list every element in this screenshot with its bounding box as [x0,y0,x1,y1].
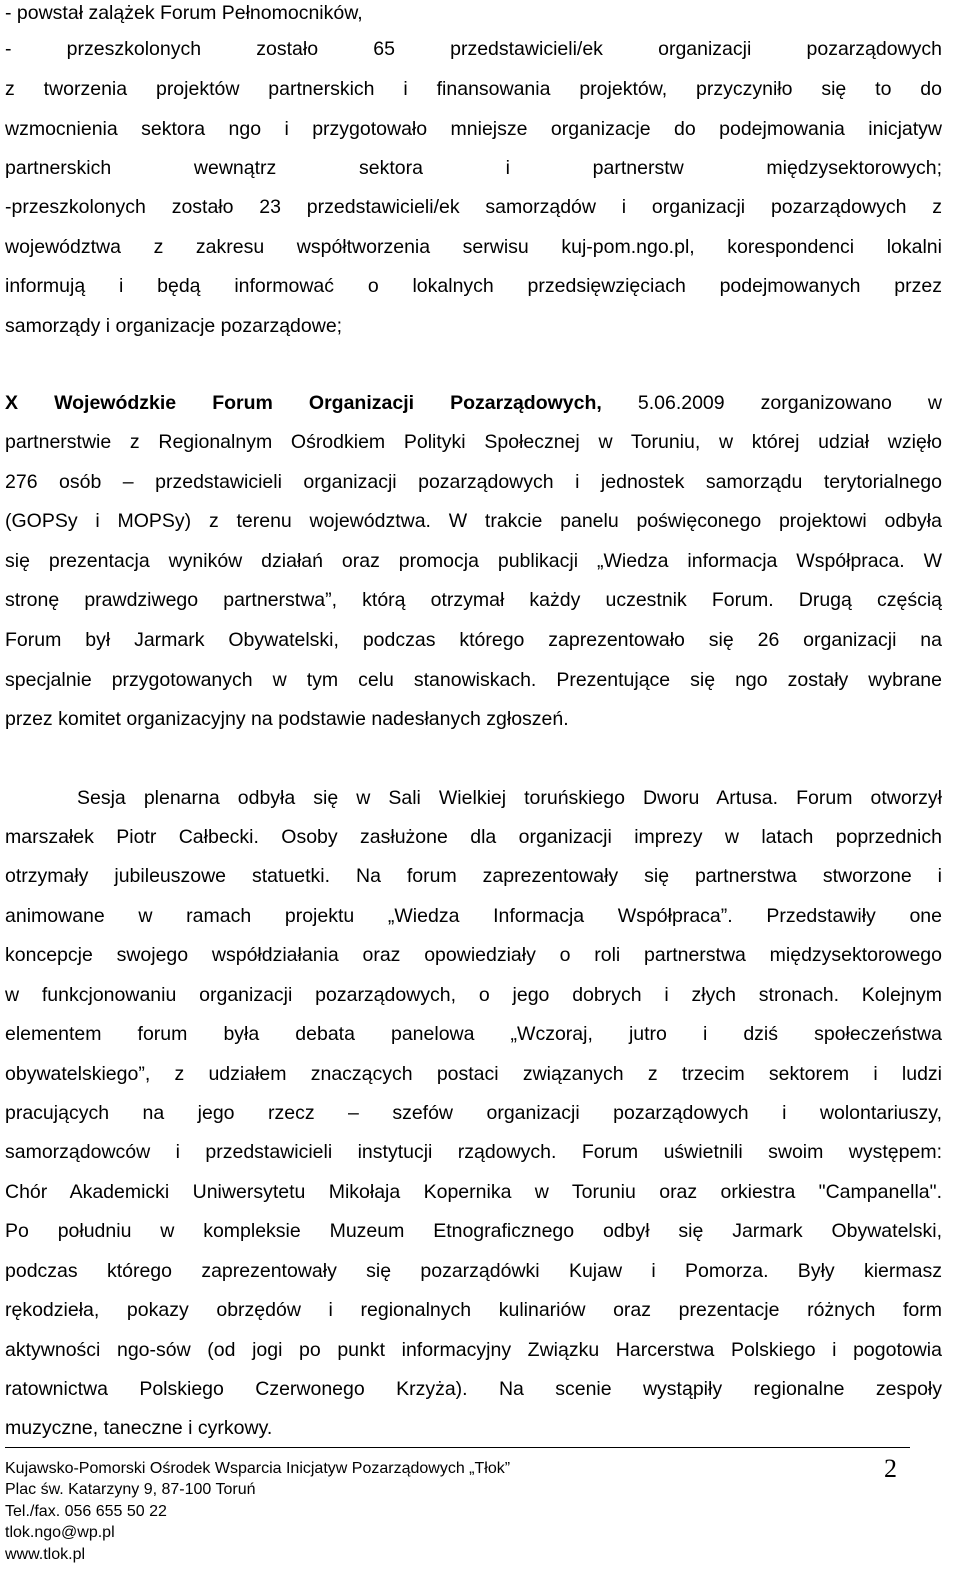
forum-line: stronę prawdziwego partnerstwa”, którą otrzymał każdy uczestnik Forum. Drugą częścią [5,589,942,611]
session-line: otrzymały jubileuszowe statuetki. Na forum zaprezentowały się partnerstwa stworzone i [5,865,942,887]
session-line: Chór Akademicki Uniwersytetu Mikołaja Kopernika w Toruniu oraz orkiestra "Campanella". [5,1181,942,1203]
footer-email: tlok.ngo@wp.pl [5,1524,115,1541]
session-line: animowane w ramach projektu „Wiedza Informacja Współpraca”. Przedstawiły one [5,905,942,927]
footer-organization: Kujawsko-Pomorski Ośrodek Wsparcia Inicjatyw Pozarządowych „Tłok” [5,1460,511,1477]
session-line: elementem forum była debata panelowa „Wczoraj, jutro i dziś społeczeństwa [5,1023,942,1045]
footer-divider [5,1447,910,1448]
list-line: wzmocnienia sektora ngo i przygotowało mniejsze organizacje do podejmowania inicjatyw [5,118,942,140]
forum-intro-rest: 5.06.2009 zorganizowano w [601,392,942,414]
session-line: samorządowców i przedstawicieli instytucji rządowych. Forum uświetnili swoim występem: [5,1141,942,1163]
forum-line: Forum był Jarmark Obywatelski, podczas którego zaprezentowało się 26 organizacji na [5,629,942,651]
list-line: -przeszkolonych zostało 23 przedstawicieli/ek samorządów i organizacji pozarządowych z [5,196,942,218]
session-line: muzyczne, taneczne i cyrkowy. [5,1417,273,1439]
list-line: województwa z zakresu współtworzenia serwisu kuj-pom.ngo.pl, korespondenci lokalni [5,236,942,258]
session-line: Sesja plenarna odbyła się w Sali Wielkiej toruńskiego Dworu Artusa. Forum otworzył [77,787,942,809]
forum-line: partnerstwie z Regionalnym Ośrodkiem Polityki Społecznej w Toruniu, w której udział wzięło [5,431,942,453]
list-line: z tworzenia projektów partnerskich i finansowania projektów, przyczyniło się to do [5,78,942,100]
forum-line: 276 osób – przedstawicieli organizacji pozarządowych i jednostek samorządu terytorialnego [5,471,942,493]
session-line: obywatelskiego”, z udziałem znaczących postaci związanych z trzecim sektorem i ludzi [5,1063,942,1085]
forum-heading: X Wojewódzkie Forum Organizacji Pozarządowych, [5,392,602,414]
list-line: informują i będą informować o lokalnych przedsięwzięciach podejmowanych przez [5,275,942,297]
page-number: 2 [884,1454,897,1483]
forum-line: specjalnie przygotowanych w tym celu stanowiskach. Prezentujące się ngo zostały wybrane [5,669,942,691]
session-line: aktywności ngo-sów (od jogi po punkt informacyjny Związku Harcerstwa Polskiego i pogotowia [5,1339,942,1361]
session-line: koncepcje swojego współdziałania oraz opowiedziały o roli partnerstwa międzysektorowego [5,944,942,966]
footer-address: Plac św. Katarzyny 9, 87-100 Toruń [5,1481,256,1498]
session-line: ratownictwa Polskiego Czerwonego Krzyża). Na scenie wystąpiły regionalne zespoły [5,1378,942,1400]
session-line: rękodzieła, pokazy obrzędów i regionalnych kulinariów oraz prezentacje różnych form [5,1299,942,1321]
session-line: w funkcjonowaniu organizacji pozarządowych, o jego dobrych i złych stronach. Kolejnym [5,984,942,1006]
session-line: podczas którego zaprezentowały się pozarządówki Kujaw i Pomorza. Były kiermasz [5,1260,942,1282]
forum-line: przez komitet organizacyjny na podstawie nadesłanych zgłoszeń. [5,708,569,730]
list-line: - przeszkolonych zostało 65 przedstawicieli/ek organizacji pozarządowych [5,38,942,60]
forum-line: (GOPSy i MOPSy) z terenu województwa. W trakcie panelu poświęconego projektowi odbyła [5,510,942,532]
list-line: partnerskich wewnątrz sektora i partnerstw międzysektorowych; [5,157,942,179]
forum-intro-line [5,391,942,415]
footer-website: www.tlok.pl [5,1546,86,1563]
list-line: - powstał zalążek Forum Pełnomocników, [5,2,363,24]
list-line: samorządy i organizacje pozarządowe; [5,315,343,337]
session-line: pracujących na jego rzecz – szefów organizacji pozarządowych i wolontariuszy, [5,1102,942,1124]
session-line: marszałek Piotr Całbecki. Osoby zasłużone dla organizacji imprezy w latach poprzednich [5,826,942,848]
footer-phone: Tel./fax. 056 655 50 22 [5,1503,167,1520]
forum-line: się prezentacja wyników działań oraz promocja publikacji „Wiedza informacja Współpraca. W [5,550,942,572]
session-line: Po południu w kompleksie Muzeum Etnograficznego odbył się Jarmark Obywatelski, [5,1220,942,1242]
